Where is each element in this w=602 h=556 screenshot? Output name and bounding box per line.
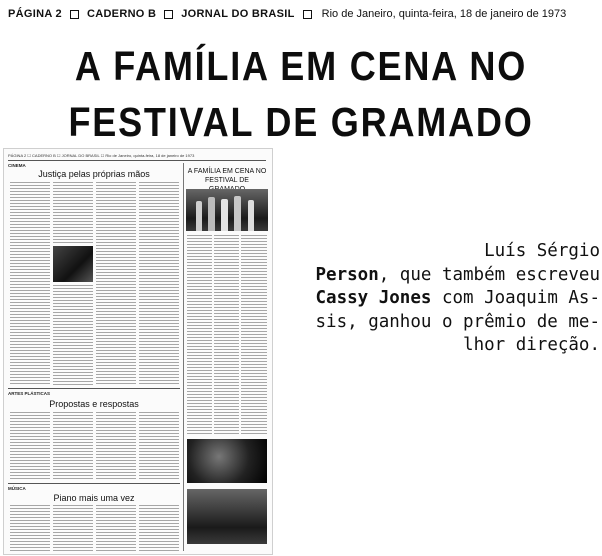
- separator-square-icon: [70, 10, 79, 19]
- running-header: [8, 6, 594, 22]
- quote-line: Luís Sérgio: [484, 241, 600, 261]
- separator-square-icon: [303, 10, 312, 19]
- thumbnail-text-column: [214, 235, 239, 435]
- thumbnail-text-column: [10, 182, 50, 384]
- thumbnail-text-column: [53, 182, 93, 244]
- thumbnail-text-column: [10, 505, 50, 551]
- thumbnail-text-column: [96, 182, 136, 384]
- thumbnail-gramado-title: A FAMÍLIA EM CENA NO FESTIVAL DE: [187, 168, 267, 184]
- thumbnail-text-column: [10, 412, 50, 480]
- thumbnail-group-photo: [186, 189, 268, 231]
- thumbnail-text-column: [53, 505, 93, 551]
- quote-line: sis, ganhou o prêmio de me-: [315, 311, 600, 332]
- thumbnail-text-column: [139, 182, 179, 384]
- quote-excerpt: [282, 240, 600, 358]
- thumbnail-text-column: [187, 235, 212, 435]
- thumbnail-section-label: ARTES PLÁSTICAS: [8, 391, 51, 396]
- section-name: CADERNO B: [86, 8, 157, 20]
- headline-line-1: A FAMÍLIA EM CENA NO: [74, 43, 528, 89]
- thumbnail-text-column: [53, 285, 93, 385]
- thumbnail-text-column: [96, 412, 136, 480]
- page-thumbnail: [3, 148, 273, 555]
- separator-square-icon: [164, 10, 173, 19]
- thumbnail-text-column: [139, 412, 179, 480]
- quote-text: com Joaquim As-: [431, 288, 600, 308]
- quote-text: , que também escreveu: [378, 264, 600, 285]
- thumbnail-article-title: Piano mais uma vez: [53, 493, 135, 503]
- thumbnail-photo: [187, 489, 267, 544]
- thumbnail-text-column: [53, 412, 93, 480]
- thumbnail-photo: [53, 246, 93, 282]
- thumbnail-photo: [187, 439, 267, 483]
- quote-line: lhor direção.: [463, 335, 600, 355]
- person-name: Person: [315, 264, 379, 285]
- thumbnail-rule: [8, 160, 266, 161]
- thumbnail-running-header: PÁGINA 2 ☐ CADERNO B ☐ JORNAL DO BRASIL ☐ Rio de Janeiro, quinta-feira, 18 de janeiro de 1973: [8, 153, 195, 158]
- thumbnail-column-divider: [183, 163, 184, 551]
- thumbnail-rule: [8, 483, 180, 484]
- dateline: Rio de Janeiro, quinta-feira, 18 de janeiro de 1973: [321, 8, 567, 20]
- film-title: Cassy Jones: [315, 288, 432, 308]
- newspaper-name: JORNAL DO BRASIL: [181, 8, 295, 20]
- thumbnail-article-title: Propostas e respostas: [49, 399, 139, 409]
- quote-line: [282, 264, 600, 288]
- quote-line: [282, 287, 600, 311]
- thumbnail-text-column: [241, 235, 267, 435]
- thumbnail-section-label: CINEMA: [8, 163, 26, 168]
- thumbnail-rule: [8, 388, 180, 389]
- thumbnail-section-label: MÚSICA: [8, 486, 26, 491]
- thumbnail-article-title: Justiça pelas próprias mãos: [38, 169, 150, 179]
- thumbnail-text-column: [139, 505, 179, 551]
- headline-line-2: FESTIVAL DE GRAMADO: [68, 99, 534, 145]
- page-number: PÁGINA 2: [8, 8, 62, 20]
- thumbnail-text-column: [96, 505, 136, 551]
- article-headline: [36, 38, 566, 150]
